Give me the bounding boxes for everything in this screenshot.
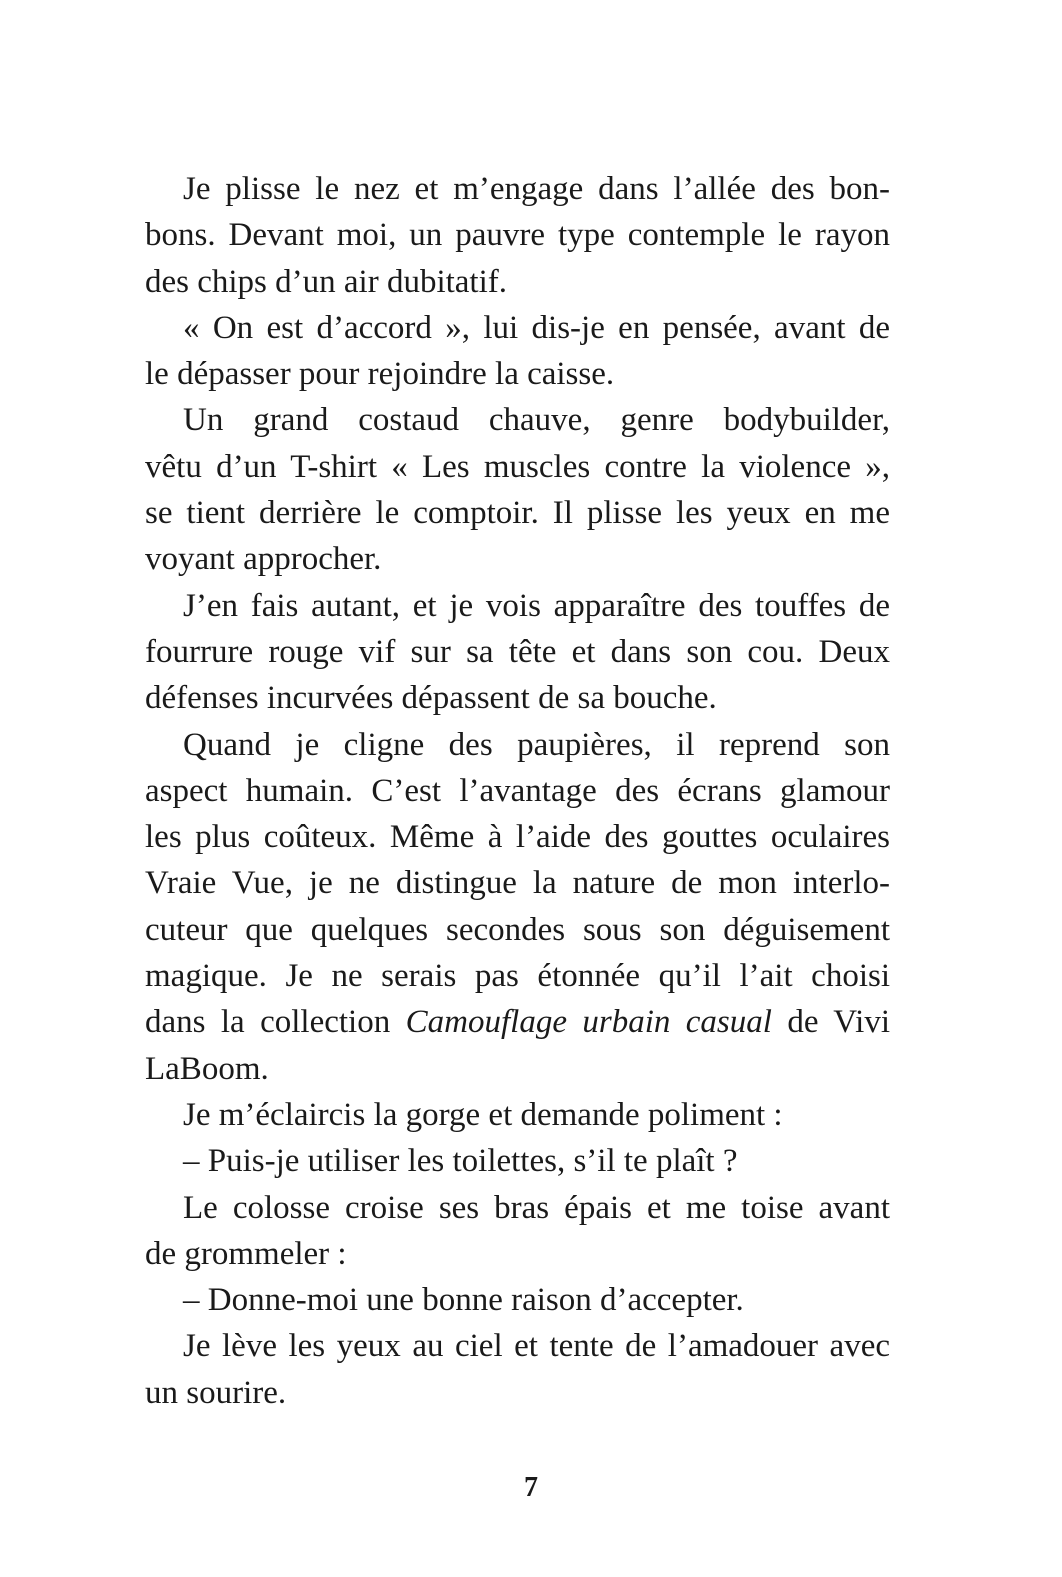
text-line: « On est d’accord », lui dis-je en pensée, avant de [183,309,890,346]
collection-title: Camouflage urbain casual [405,1004,772,1041]
text-line: J’en fais autant, et je vois apparaître des touffes de [183,587,890,624]
text-line: – Donne-moi une bonne raison d’accepter. [183,1282,744,1319]
text-line: vêtu d’un T-shirt « Les muscles contre la violence », [145,448,890,485]
page-number: 7 [524,1472,538,1503]
text-line: Je lève les yeux au ciel et tente de l’amadouer avec [183,1328,890,1365]
text-line: Le colosse croise ses bras épais et me toise avant [183,1189,890,1226]
text-line: Je plisse le nez et m’engage dans l’allée des bon- [183,171,890,207]
text-line: – Puis-je utiliser les toilettes, s’il te plaît ? [183,1143,738,1180]
text-line: LaBoom. [145,1050,269,1087]
text-line: des chips d’un air dubitatif. [145,263,508,300]
text-line: de grommeler : [145,1235,347,1272]
text-line: Je m’éclaircis la gorge et demande poliment : [183,1096,783,1133]
text-line: le dépasser pour rejoindre la caisse. [145,356,615,393]
text-line: défenses incurvées dépassent de sa bouche. [145,680,717,717]
body-text [145,166,890,1416]
text-line: un sourire. [145,1374,287,1411]
text-line: aspect humain. C’est l’avantage des écrans glamour [145,772,890,809]
text-line: les plus coûteux. Même à l’aide des gouttes oculaires [145,819,890,856]
text-line: cuteur que quelques secondes sous son déguisement [145,911,890,948]
text-line: bons. Devant moi, un pauvre type contemple le rayon [145,217,890,254]
collection-after: de Vivi [771,1004,890,1041]
text-line: magique. Je ne serais pas étonnée qu’il l’ait choisi [145,958,890,995]
text-line: Vraie Vue, je ne distingue la nature de mon interlo- [145,865,890,902]
text-line-collection [145,999,890,1045]
text-line: fourrure rouge vif sur sa tête et dans son cou. Deux [145,633,890,670]
text-line: Quand je cligne des paupières, il reprend son [183,726,890,763]
text-line: se tient derrière le comptoir. Il plisse les yeux en me [145,495,890,532]
text-line: Un grand costaud chauve, genre bodybuilder, [183,402,890,439]
collection-before: dans la collection [145,1004,406,1041]
text-line: voyant approcher. [145,541,382,578]
